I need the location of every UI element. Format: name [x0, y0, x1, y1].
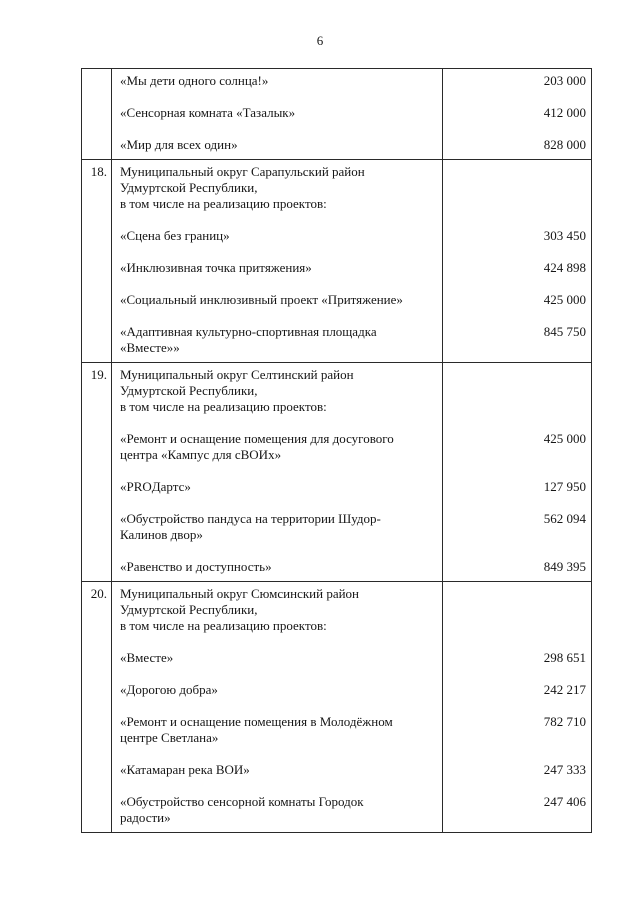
project-names-cell [112, 69, 443, 160]
project-amount: 425 000 [543, 431, 586, 446]
table-row-district [82, 160, 592, 363]
project-name: «Мир для всех один» [120, 137, 238, 152]
project-name-line: Калинов двор» [120, 527, 203, 542]
project-name-line: радости» [120, 810, 171, 825]
page-number: 6 [316, 33, 324, 48]
project-amount: 425 000 [543, 292, 586, 307]
amounts-cell [443, 69, 592, 160]
project-amount: 303 450 [543, 228, 586, 243]
budget-table-body [82, 69, 592, 833]
project-name-line: центра «Кампус для сВОИх» [120, 447, 282, 462]
project-amount: 562 094 [543, 511, 586, 526]
project-name-line: «Равенство и доступность» [120, 559, 272, 574]
project-amount: 247 406 [543, 794, 586, 809]
row-number: 20. [82, 582, 112, 833]
project-amount: 782 710 [543, 714, 586, 729]
project-name-line: «Социальный инклюзивный проект «Притяжение» [120, 292, 403, 307]
project-name-line: «PROДартс» [120, 479, 191, 494]
district-heading-line: в том числе на реализацию проектов: [120, 618, 327, 633]
project-name-line: «Сцена без границ» [120, 228, 230, 243]
project-name-line: «Адаптивная культурно-спортивная площадка [120, 324, 377, 339]
project-amount: 298 651 [543, 650, 586, 665]
amounts-cell [443, 160, 592, 363]
row-number: 18. [82, 160, 112, 363]
district-heading-line: в том числе на реализацию проектов: [120, 399, 327, 414]
district-heading-line: в том числе на реализацию проектов: [120, 196, 327, 211]
project-name: «Мы дети одного солнца!» [120, 73, 269, 88]
project-amount: 242 217 [543, 682, 586, 697]
district-and-projects-cell [112, 582, 443, 833]
project-amount: 203 000 [543, 73, 586, 88]
project-name-line: центре Светлана» [120, 730, 219, 745]
row-number: 19. [82, 363, 112, 582]
project-amount: 412 000 [543, 105, 586, 120]
district-heading-line: Удмуртской Республики, [120, 383, 258, 398]
project-name-line: «Вместе»» [120, 340, 180, 355]
amounts-cell [443, 582, 592, 833]
project-name: «Сенсорная комната «Тазалык» [120, 105, 296, 120]
row-number-cell [82, 69, 112, 160]
project-name-line: «Катамаран река ВОИ» [120, 762, 250, 777]
district-heading-line: Муниципальный округ Сюмсинский район [120, 586, 360, 601]
project-amount: 127 950 [543, 479, 586, 494]
district-and-projects-cell [112, 160, 443, 363]
project-amount: 845 750 [543, 324, 586, 339]
project-name-line: «Обустройство пандуса на территории Шудор- [120, 511, 381, 526]
project-amount: 828 000 [543, 137, 586, 152]
district-heading-line: Муниципальный округ Селтинский район [120, 367, 354, 382]
project-name-line: «Дорогою добра» [120, 682, 218, 697]
project-name-line: «Ремонт и оснащение помещения в Молодёжном [120, 714, 393, 729]
project-name-line: «Ремонт и оснащение помещения для досугового [120, 431, 394, 446]
district-heading-line: Удмуртской Республики, [120, 602, 258, 617]
district-heading-line: Муниципальный округ Сарапульский район [120, 164, 365, 179]
budget-table [81, 68, 592, 833]
project-amount: 247 333 [543, 762, 586, 777]
project-amount: 424 898 [543, 260, 586, 275]
project-name-line: «Инклюзивная точка притяжения» [120, 260, 312, 275]
table-row-district [82, 582, 592, 833]
district-heading-line: Удмуртской Республики, [120, 180, 258, 195]
amounts-cell [443, 363, 592, 582]
project-amount: 849 395 [543, 559, 586, 574]
project-name-line: «Вместе» [120, 650, 174, 665]
table-row-district [82, 363, 592, 582]
district-and-projects-cell [112, 363, 443, 582]
project-name-line: «Обустройство сенсорной комнаты Городок [120, 794, 364, 809]
table-row-continued [82, 69, 592, 160]
